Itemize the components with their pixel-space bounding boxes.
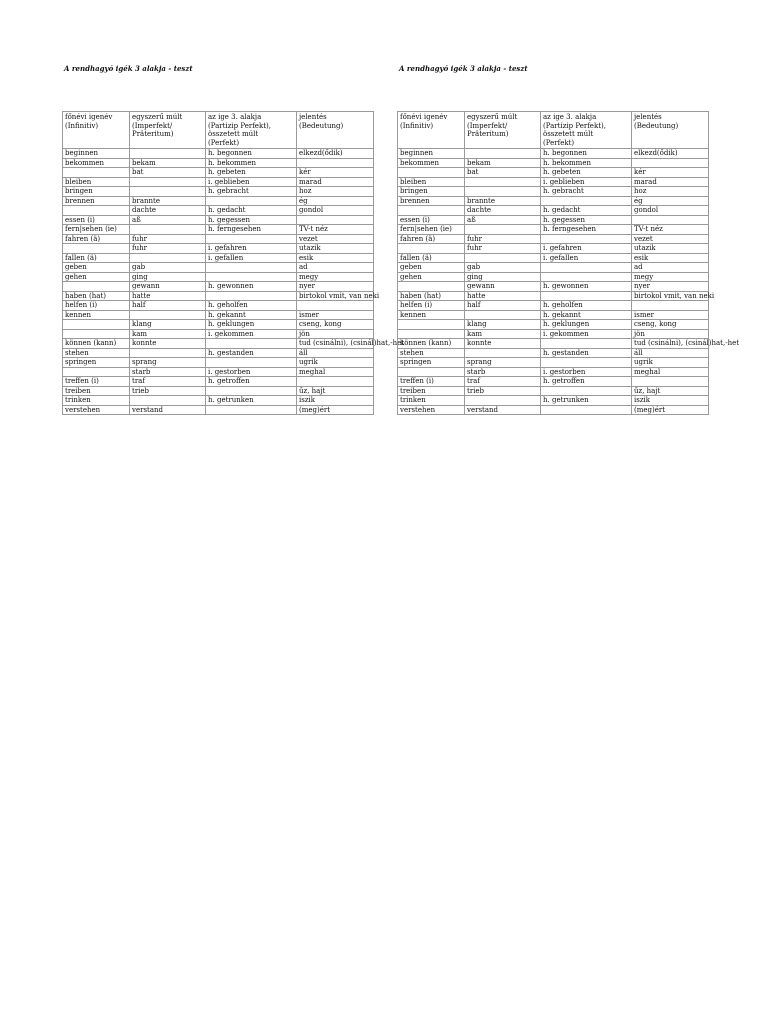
meaning-cell: megy <box>632 272 709 282</box>
table-row <box>398 272 709 282</box>
infinitive-cell <box>63 206 130 216</box>
perfect-cell <box>541 196 632 206</box>
meaning-cell: gondol <box>632 206 709 216</box>
imperfect-cell <box>465 149 541 159</box>
table-row <box>398 396 709 406</box>
imperfect-cell: fuhr <box>465 244 541 254</box>
meaning-cell <box>297 301 374 311</box>
table-row <box>398 253 709 263</box>
meaning-cell: vezet <box>297 234 374 244</box>
imperfect-cell: verstand <box>130 405 206 415</box>
infinitive-cell: beginnen <box>63 149 130 159</box>
infinitive-cell: verstehen <box>398 405 465 415</box>
perfect-cell: h. gestanden <box>206 348 297 358</box>
meaning-cell: iszik <box>297 396 374 406</box>
meaning-cell: ad <box>632 263 709 273</box>
infinitive-cell: bekommen <box>398 158 465 168</box>
infinitive-cell: bringen <box>398 187 465 197</box>
header-row <box>398 112 709 149</box>
table-row <box>63 301 374 311</box>
infinitive-cell: treiben <box>398 386 465 396</box>
infinitive-cell: bekommen <box>63 158 130 168</box>
meaning-cell: jön <box>632 329 709 339</box>
table-row <box>63 187 374 197</box>
meaning-cell: áll <box>297 348 374 358</box>
meaning-cell: ugrik <box>632 358 709 368</box>
perfect-cell: i. gestorben <box>206 367 297 377</box>
meaning-cell <box>632 377 709 387</box>
table-row <box>398 177 709 187</box>
infinitive-cell <box>398 206 465 216</box>
table-row <box>63 367 374 377</box>
imperfect-cell <box>465 396 541 406</box>
worksheet-title: A rendhagyó igék 3 alakja - teszt <box>64 64 193 73</box>
imperfect-cell: trieb <box>465 386 541 396</box>
infinitive-cell: kennen <box>63 310 130 320</box>
meaning-cell <box>632 215 709 225</box>
meaning-cell: jön <box>297 329 374 339</box>
imperfect-cell <box>465 225 541 235</box>
infinitive-cell: fern|sehen (ie) <box>398 225 465 235</box>
imperfect-cell: half <box>465 301 541 311</box>
meaning-cell: ég <box>297 196 374 206</box>
infinitive-cell: trinken <box>63 396 130 406</box>
imperfect-cell: starb <box>130 367 206 377</box>
imperfect-cell: brannte <box>130 196 206 206</box>
meaning-cell: TV-t néz <box>632 225 709 235</box>
infinitive-cell: fallen (ä) <box>398 253 465 263</box>
meaning-cell: marad <box>297 177 374 187</box>
perfect-cell: h. gekannt <box>541 310 632 320</box>
infinitive-cell: kennen <box>398 310 465 320</box>
meaning-cell: iszik <box>632 396 709 406</box>
table-row <box>398 187 709 197</box>
meaning-cell: meghal <box>297 367 374 377</box>
perfect-cell: h. geklungen <box>541 320 632 330</box>
infinitive-cell: verstehen <box>63 405 130 415</box>
meaning-cell: cseng, kong <box>632 320 709 330</box>
perfect-cell: h. getroffen <box>206 377 297 387</box>
meaning-cell: ugrik <box>297 358 374 368</box>
imperfect-cell: aß <box>465 215 541 225</box>
table-row <box>63 272 374 282</box>
perfect-cell <box>541 291 632 301</box>
table-row <box>63 396 374 406</box>
table-row <box>63 310 374 320</box>
table-row <box>398 358 709 368</box>
table-row <box>398 339 709 349</box>
table-row <box>63 263 374 273</box>
infinitive-cell: fallen (ä) <box>63 253 130 263</box>
perfect-cell: h. gegessen <box>541 215 632 225</box>
table-row <box>63 168 374 178</box>
imperfect-cell <box>130 253 206 263</box>
imperfect-cell <box>465 310 541 320</box>
infinitive-cell: bleiben <box>63 177 130 187</box>
infinitive-cell: geben <box>398 263 465 273</box>
perfect-cell: i. gefahren <box>541 244 632 254</box>
imperfect-cell: trieb <box>130 386 206 396</box>
worksheet-right <box>397 64 740 415</box>
perfect-cell: h. gebracht <box>206 187 297 197</box>
perfect-cell: h. gestanden <box>541 348 632 358</box>
perfect-cell <box>206 405 297 415</box>
perfect-cell: i. geblieben <box>206 177 297 187</box>
perfect-cell: h. getroffen <box>541 377 632 387</box>
table-row <box>398 225 709 235</box>
imperfect-cell: starb <box>465 367 541 377</box>
table-row <box>398 405 709 415</box>
perfect-cell: h. gegessen <box>206 215 297 225</box>
infinitive-cell <box>398 168 465 178</box>
imperfect-cell: fuhr <box>130 244 206 254</box>
infinitive-cell: beginnen <box>398 149 465 159</box>
table-row <box>398 149 709 159</box>
perfect-cell: i. gefallen <box>541 253 632 263</box>
meaning-cell: kér <box>297 168 374 178</box>
infinitive-cell: können (kann) <box>63 339 130 349</box>
perfect-cell: h. gewonnen <box>541 282 632 292</box>
imperfect-cell <box>465 177 541 187</box>
infinitive-cell <box>398 282 465 292</box>
perfect-cell <box>541 405 632 415</box>
table-row <box>398 367 709 377</box>
imperfect-cell: half <box>130 301 206 311</box>
perfect-cell: i. gefahren <box>206 244 297 254</box>
table-row <box>63 405 374 415</box>
header-infinitive: főnévi igenév (Infinitiv) <box>63 112 130 149</box>
header-perfect: az ige 3. alakja (Partizip Perfekt), összetett múlt (Perfekt) <box>541 112 632 149</box>
imperfect-cell: fuhr <box>130 234 206 244</box>
imperfect-cell: gab <box>465 263 541 273</box>
table-row <box>398 320 709 330</box>
imperfect-cell: brannte <box>465 196 541 206</box>
imperfect-cell: kam <box>130 329 206 339</box>
perfect-cell <box>206 272 297 282</box>
imperfect-cell <box>130 396 206 406</box>
infinitive-cell <box>398 367 465 377</box>
infinitive-cell <box>398 320 465 330</box>
perfect-cell <box>541 386 632 396</box>
infinitive-cell: fahren (ä) <box>398 234 465 244</box>
table-row <box>63 206 374 216</box>
imperfect-cell: hatte <box>130 291 206 301</box>
meaning-cell: cseng, kong <box>297 320 374 330</box>
imperfect-cell <box>130 177 206 187</box>
table-row <box>398 291 709 301</box>
table-row <box>63 244 374 254</box>
imperfect-cell: gewann <box>130 282 206 292</box>
perfect-cell: h. gedacht <box>541 206 632 216</box>
table-row <box>63 282 374 292</box>
perfect-cell <box>206 263 297 273</box>
imperfect-cell: gab <box>130 263 206 273</box>
infinitive-cell: haben (hat) <box>398 291 465 301</box>
table-row <box>63 358 374 368</box>
table-row <box>63 329 374 339</box>
header-row <box>63 112 374 149</box>
imperfect-cell: bat <box>130 168 206 178</box>
meaning-cell: ismer <box>632 310 709 320</box>
table-row <box>398 377 709 387</box>
imperfect-cell: bekam <box>130 158 206 168</box>
infinitive-cell: bringen <box>63 187 130 197</box>
perfect-cell: h. gedacht <box>206 206 297 216</box>
imperfect-cell <box>130 149 206 159</box>
table-row <box>63 177 374 187</box>
infinitive-cell: können (kann) <box>398 339 465 349</box>
imperfect-cell: klang <box>130 320 206 330</box>
imperfect-cell: klang <box>465 320 541 330</box>
imperfect-cell <box>130 187 206 197</box>
worksheet-left <box>62 64 405 415</box>
meaning-cell: űz, hajt <box>632 386 709 396</box>
perfect-cell: h. ferngesehen <box>541 225 632 235</box>
perfect-cell <box>206 358 297 368</box>
header-meaning: jelentés (Bedeutung) <box>632 112 709 149</box>
table-row <box>398 301 709 311</box>
meaning-cell: birtokol vmit, van neki <box>632 291 709 301</box>
infinitive-cell <box>63 367 130 377</box>
perfect-cell <box>206 291 297 301</box>
table-row <box>63 348 374 358</box>
meaning-cell: esik <box>297 253 374 263</box>
table-row <box>63 158 374 168</box>
meaning-cell: gondol <box>297 206 374 216</box>
perfect-cell <box>541 339 632 349</box>
infinitive-cell: gehen <box>63 272 130 282</box>
table-row <box>398 168 709 178</box>
infinitive-cell <box>398 244 465 254</box>
meaning-cell: tud (csinálni), (csinál)hat,-het <box>632 339 709 349</box>
infinitive-cell: stehen <box>398 348 465 358</box>
infinitive-cell: geben <box>63 263 130 273</box>
header-meaning: jelentés (Bedeutung) <box>297 112 374 149</box>
infinitive-cell: springen <box>63 358 130 368</box>
table-row <box>398 310 709 320</box>
table-row <box>63 339 374 349</box>
meaning-cell: hoz <box>632 187 709 197</box>
meaning-cell: elkezd(ődik) <box>632 149 709 159</box>
perfect-cell: i. geblieben <box>541 177 632 187</box>
table-row <box>63 149 374 159</box>
table-row <box>398 158 709 168</box>
infinitive-cell: helfen (i) <box>63 301 130 311</box>
infinitive-cell: haben (hat) <box>63 291 130 301</box>
imperfect-cell <box>130 310 206 320</box>
imperfect-cell: konnte <box>465 339 541 349</box>
header-imperfect: egyszerű múlt (Imperfekt/ Präteritum) <box>130 112 206 149</box>
perfect-cell: h. begonnen <box>541 149 632 159</box>
worksheet-title: A rendhagyó igék 3 alakja - teszt <box>399 64 528 73</box>
infinitive-cell <box>63 320 130 330</box>
meaning-cell: űz, hajt <box>297 386 374 396</box>
imperfect-cell: konnte <box>130 339 206 349</box>
meaning-cell <box>632 158 709 168</box>
meaning-cell: nyer <box>297 282 374 292</box>
infinitive-cell: treffen (i) <box>63 377 130 387</box>
imperfect-cell: traf <box>465 377 541 387</box>
infinitive-cell: treiben <box>63 386 130 396</box>
header-perfect: az ige 3. alakja (Partizip Perfekt), összetett múlt (Perfekt) <box>206 112 297 149</box>
infinitive-cell: fahren (ä) <box>63 234 130 244</box>
imperfect-cell: traf <box>130 377 206 387</box>
imperfect-cell: verstand <box>465 405 541 415</box>
table-row <box>63 225 374 235</box>
infinitive-cell <box>63 168 130 178</box>
table-row <box>398 282 709 292</box>
meaning-cell: elkezd(ődik) <box>297 149 374 159</box>
table-row <box>63 215 374 225</box>
meaning-cell: ad <box>297 263 374 273</box>
meaning-cell: meghal <box>632 367 709 377</box>
infinitive-cell: brennen <box>398 196 465 206</box>
perfect-cell: h. gekannt <box>206 310 297 320</box>
imperfect-cell: ging <box>130 272 206 282</box>
infinitive-cell <box>63 282 130 292</box>
table-row <box>398 348 709 358</box>
perfect-cell: h. begonnen <box>206 149 297 159</box>
infinitive-cell: fern|sehen (ie) <box>63 225 130 235</box>
infinitive-cell: bleiben <box>398 177 465 187</box>
perfect-cell: h. bekommen <box>541 158 632 168</box>
meaning-cell <box>297 377 374 387</box>
imperfect-cell <box>465 187 541 197</box>
perfect-cell: i. gefallen <box>206 253 297 263</box>
table-row <box>63 253 374 263</box>
infinitive-cell: trinken <box>398 396 465 406</box>
infinitive-cell: treffen (i) <box>398 377 465 387</box>
imperfect-cell: kam <box>465 329 541 339</box>
perfect-cell: h. geholfen <box>541 301 632 311</box>
table-row <box>63 386 374 396</box>
perfect-cell <box>541 272 632 282</box>
perfect-cell: i. gekommen <box>541 329 632 339</box>
infinitive-cell: essen (i) <box>398 215 465 225</box>
imperfect-cell: gewann <box>465 282 541 292</box>
meaning-cell <box>297 158 374 168</box>
table-row <box>398 234 709 244</box>
meaning-cell: tud (csinálni), (csinál)hat,-het <box>297 339 374 349</box>
infinitive-cell: helfen (i) <box>398 301 465 311</box>
table-row <box>398 196 709 206</box>
table-row <box>398 329 709 339</box>
table-row <box>398 215 709 225</box>
imperfect-cell <box>465 348 541 358</box>
header-infinitive: főnévi igenév (Infinitiv) <box>398 112 465 149</box>
infinitive-cell: springen <box>398 358 465 368</box>
meaning-cell: hoz <box>297 187 374 197</box>
table-row <box>398 244 709 254</box>
imperfect-cell: aß <box>130 215 206 225</box>
imperfect-cell: ging <box>465 272 541 282</box>
table-row <box>63 377 374 387</box>
meaning-cell: marad <box>632 177 709 187</box>
infinitive-cell <box>63 329 130 339</box>
verb-rows <box>398 149 740 415</box>
perfect-cell <box>206 196 297 206</box>
table-row <box>63 196 374 206</box>
imperfect-cell: fuhr <box>465 234 541 244</box>
meaning-cell: áll <box>632 348 709 358</box>
perfect-cell: h. ferngesehen <box>206 225 297 235</box>
table-row <box>63 291 374 301</box>
meaning-cell: utazik <box>297 244 374 254</box>
meaning-cell: esik <box>632 253 709 263</box>
infinitive-cell: brennen <box>63 196 130 206</box>
meaning-cell: utazik <box>632 244 709 254</box>
verb-table <box>397 111 740 415</box>
table-row <box>398 263 709 273</box>
meaning-cell: ismer <box>297 310 374 320</box>
meaning-cell: (meg)ért <box>297 405 374 415</box>
perfect-cell: i. gekommen <box>206 329 297 339</box>
perfect-cell: h. gebeten <box>541 168 632 178</box>
infinitive-cell <box>398 329 465 339</box>
meaning-cell: ég <box>632 196 709 206</box>
imperfect-cell: dachte <box>465 206 541 216</box>
meaning-cell: megy <box>297 272 374 282</box>
imperfect-cell: bekam <box>465 158 541 168</box>
table-row <box>398 386 709 396</box>
meaning-cell: TV-t néz <box>297 225 374 235</box>
table-row <box>63 320 374 330</box>
imperfect-cell <box>465 253 541 263</box>
perfect-cell: h. geholfen <box>206 301 297 311</box>
imperfect-cell: sprang <box>465 358 541 368</box>
verb-rows <box>63 149 405 415</box>
meaning-cell <box>297 215 374 225</box>
perfect-cell: h. gebracht <box>541 187 632 197</box>
verb-table <box>62 111 405 415</box>
perfect-cell: h. gebeten <box>206 168 297 178</box>
meaning-cell: nyer <box>632 282 709 292</box>
meaning-cell: kér <box>632 168 709 178</box>
perfect-cell: h. getrunken <box>541 396 632 406</box>
meaning-cell: birtokol vmit, van neki <box>297 291 374 301</box>
imperfect-cell <box>130 348 206 358</box>
perfect-cell: h. geklungen <box>206 320 297 330</box>
perfect-cell <box>541 358 632 368</box>
infinitive-cell <box>63 244 130 254</box>
header-imperfect: egyszerű múlt (Imperfekt/ Präteritum) <box>465 112 541 149</box>
meaning-cell: (meg)ért <box>632 405 709 415</box>
imperfect-cell <box>130 225 206 235</box>
infinitive-cell: stehen <box>63 348 130 358</box>
infinitive-cell: essen (i) <box>63 215 130 225</box>
perfect-cell: h. gewonnen <box>206 282 297 292</box>
meaning-cell: vezet <box>632 234 709 244</box>
perfect-cell: i. gestorben <box>541 367 632 377</box>
imperfect-cell: bat <box>465 168 541 178</box>
meaning-cell <box>632 301 709 311</box>
perfect-cell <box>541 263 632 273</box>
perfect-cell <box>541 234 632 244</box>
imperfect-cell: sprang <box>130 358 206 368</box>
perfect-cell: h. getrunken <box>206 396 297 406</box>
perfect-cell <box>206 234 297 244</box>
perfect-cell <box>206 339 297 349</box>
table-row <box>398 206 709 216</box>
imperfect-cell: dachte <box>130 206 206 216</box>
infinitive-cell: gehen <box>398 272 465 282</box>
table-row <box>63 234 374 244</box>
perfect-cell <box>206 386 297 396</box>
perfect-cell: h. bekommen <box>206 158 297 168</box>
imperfect-cell: hatte <box>465 291 541 301</box>
